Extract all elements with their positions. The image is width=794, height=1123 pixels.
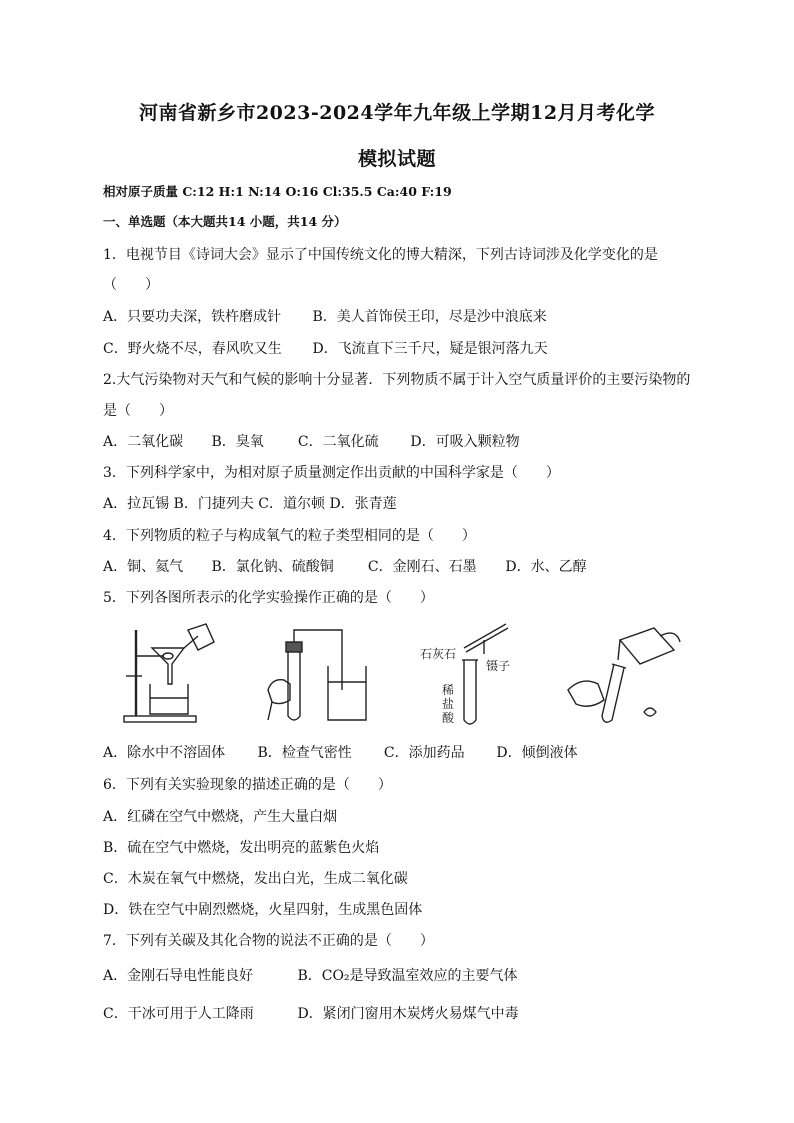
question-6-stem: 6．下列有关实验现象的描述正确的是（ ）: [103, 777, 392, 793]
question-2-option-b: B．臭氧: [211, 434, 264, 450]
question-6-option-d: D．铁在空气中剧烈燃烧，火星四射，生成黑色固体: [103, 902, 423, 918]
airtightness-check-figure: [258, 620, 378, 730]
exam-title-line2: 模拟试题: [357, 148, 436, 170]
question-4-option-b: B．氯化钠、硫酸铜: [211, 559, 334, 575]
question-7-option-a: A．金刚石导电性能良好: [103, 968, 254, 984]
question-5-option-d: D．倾倒液体: [496, 745, 578, 761]
question-6-option-b: B．硫在空气中燃烧，发出明亮的蓝紫色火焰: [103, 840, 380, 856]
question-7-option-c: C．干冰可用于人工降雨: [103, 1006, 254, 1022]
question-7-options-row1: [103, 965, 518, 985]
filtration-apparatus-figure: [118, 620, 228, 730]
section-heading: 一、单选题（本大题共14 小题，共14 分）: [103, 214, 347, 229]
question-7-stem: 7．下列有关碳及其化合物的说法不正确的是（ ）: [103, 933, 434, 949]
question-1-options-row2: [103, 338, 548, 358]
question-1-option-d: D．飞流直下三千尺，疑是银河落九天: [312, 341, 548, 357]
question-5-figures: [118, 620, 688, 730]
pouring-liquid-figure: [564, 620, 684, 730]
question-1-option-a: A．只要功夫深，铁杵磨成针: [103, 309, 282, 325]
question-2-option-d: D．可吸入颗粒物: [410, 434, 520, 450]
question-4-option-d: D．水、乙醇: [505, 559, 587, 575]
question-3-options: A．拉瓦锡 B．门捷列夫 C．道尔顿 D．张青莲: [103, 496, 397, 512]
question-5-option-c: C．添加药品: [383, 745, 465, 761]
question-2-stem-cont: 是（ ）: [103, 403, 173, 419]
label-acid-3: 酸: [442, 711, 455, 725]
question-2-options: [103, 431, 520, 451]
exam-title-line1: 河南省新乡市2023-2024学年九年级上学期12月月考化学: [138, 102, 656, 124]
label-stone: 石灰石: [420, 647, 457, 661]
question-5-option-a: A．除水中不溶固体: [103, 745, 226, 761]
question-4-stem: 4．下列物质的粒子与构成氧气的粒子类型相同的是（ ）: [103, 528, 476, 544]
question-6-option-a: A．红磷在空气中燃烧，产生大量白烟: [103, 809, 338, 825]
label-tweezers: 镊子: [486, 659, 511, 673]
question-2-stem: 2.大气污染物对天气和气候的影响十分显著．下列物质不属于计入空气质量评价的主要污染物的: [103, 372, 691, 388]
question-1-options-row1: [103, 306, 547, 326]
question-7-options-row2: [103, 1003, 519, 1023]
question-2-option-c: C．二氧化硫: [297, 434, 379, 450]
question-7-option-b: B．CO₂是导致温室效应的主要气体: [297, 968, 518, 984]
question-4-option-c: C．金刚石、石墨: [367, 559, 477, 575]
question-1-stem: 1．电视节目《诗词大会》显示了中国传统文化的博大精深，下列古诗词涉及化学变化的是: [103, 247, 658, 263]
question-7-option-d: D．紧闭门窗用木炭烤火易煤气中毒: [297, 1006, 519, 1022]
question-1-stem-cont: （ ）: [103, 277, 159, 293]
label-acid-2: 盐: [442, 697, 455, 711]
question-1-option-c: C．野火烧不尽，春风吹又生: [103, 341, 282, 357]
question-1-option-b: B．美人首饰侯王印，尽是沙中浪底来: [312, 309, 547, 325]
question-4-option-a: A．铜、氦气: [103, 559, 184, 575]
question-3-stem: 3．下列科学家中，为相对原子质量测定作出贡献的中国科学家是（ ）: [103, 465, 560, 481]
question-5-option-b: B．检查气密性: [257, 745, 352, 761]
atomic-masses: 相对原子质量 C:12 H:1 N:14 O:16 Cl:35.5 Ca:40 F:19: [103, 184, 452, 199]
question-5-stem: 5．下列各图所表示的化学实验操作正确的是（ ）: [103, 590, 434, 606]
question-2-option-a: A．二氧化碳: [103, 434, 184, 450]
adding-reagent-figure: [414, 620, 544, 730]
question-5-options: [103, 742, 578, 762]
question-4-options: [103, 556, 587, 576]
question-6-option-c: C．木炭在氧气中燃烧，发出白光，生成二氧化碳: [103, 871, 408, 887]
label-acid-1: 稀: [442, 683, 455, 697]
